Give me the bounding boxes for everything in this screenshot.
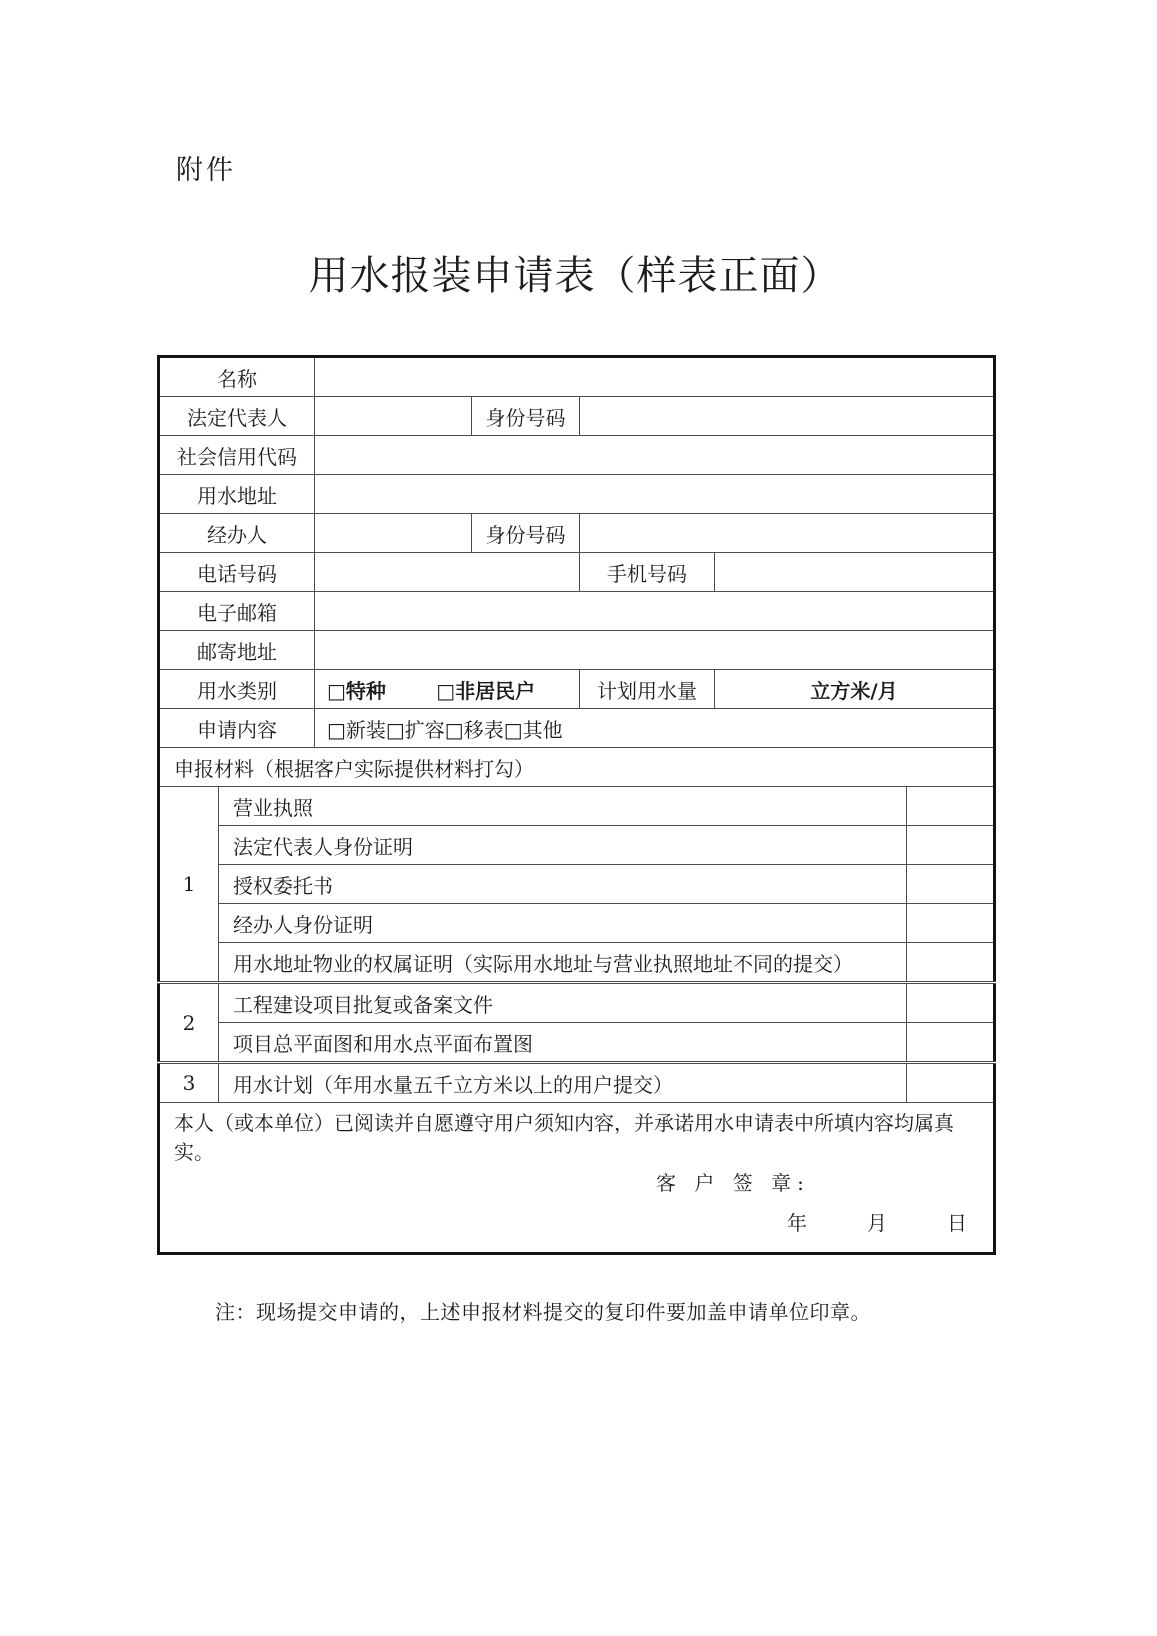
phone-value-cell xyxy=(315,553,580,592)
material-row xyxy=(159,826,995,865)
material-row xyxy=(159,983,995,1023)
customer-signature-label: 客 户 签 章: xyxy=(656,1171,810,1195)
credit-code-value-cell xyxy=(315,436,995,475)
declaration-cell xyxy=(159,1103,995,1254)
phone-label-cell: 电话号码 xyxy=(159,553,315,592)
handler-value-cell xyxy=(315,514,472,553)
date-month-label: 月 xyxy=(867,1211,888,1235)
material-group-number: 2 xyxy=(159,983,219,1063)
email-label-cell: 电子邮箱 xyxy=(159,592,315,631)
checkbox-option-nonresident: □非居民户 xyxy=(436,678,536,703)
row-water-category xyxy=(159,670,995,709)
row-mail-address xyxy=(159,631,995,670)
water-category-label-cell: 用水类别 xyxy=(159,670,315,709)
row-declaration xyxy=(159,1103,995,1254)
material-row xyxy=(159,1063,995,1103)
material-row xyxy=(159,943,995,983)
usage-unit-cell: 立方米/月 xyxy=(715,670,995,709)
id-number-label-cell-2: 身份号码 xyxy=(472,514,580,553)
checkbox-option-special: □特种 xyxy=(327,678,386,703)
row-credit-code xyxy=(159,436,995,475)
mobile-label-cell: 手机号码 xyxy=(580,553,715,592)
material-check-cell xyxy=(907,1023,995,1063)
row-email xyxy=(159,592,995,631)
date-year-label: 年 xyxy=(787,1211,808,1235)
material-item-label: 法定代表人身份证明 xyxy=(219,826,907,865)
planned-usage-label-cell: 计划用水量 xyxy=(580,670,715,709)
water-address-label-cell: 用水地址 xyxy=(159,475,315,514)
id-number-value-cell-2 xyxy=(580,514,995,553)
material-check-cell xyxy=(907,1063,995,1103)
date-day-label: 日 xyxy=(947,1211,968,1235)
material-group-number: 3 xyxy=(159,1063,219,1103)
material-check-cell xyxy=(907,943,995,983)
water-address-value-cell xyxy=(315,475,995,514)
material-item-label: 工程建设项目批复或备案文件 xyxy=(219,983,907,1023)
material-row xyxy=(159,787,995,826)
email-value-cell xyxy=(315,592,995,631)
legal-rep-label-cell: 法定代表人 xyxy=(159,397,315,436)
id-number-label-cell-1: 身份号码 xyxy=(472,397,580,436)
water-category-options-cell xyxy=(315,670,580,709)
handler-label-cell: 经办人 xyxy=(159,514,315,553)
material-item-label: 项目总平面图和用水点平面布置图 xyxy=(219,1023,907,1063)
row-materials-header xyxy=(159,748,995,787)
name-label-cell: 名称 xyxy=(159,357,315,397)
material-check-cell xyxy=(907,904,995,943)
material-group-number: 1 xyxy=(159,787,219,983)
row-handler xyxy=(159,514,995,553)
material-check-cell xyxy=(907,865,995,904)
material-row xyxy=(159,865,995,904)
material-item-label: 授权委托书 xyxy=(219,865,907,904)
material-item-label: 用水计划（年用水量五千立方米以上的用户提交） xyxy=(219,1063,907,1103)
material-check-cell xyxy=(907,826,995,865)
material-item-label: 营业执照 xyxy=(219,787,907,826)
page-title: 用水报装申请表（样表正面） xyxy=(308,253,842,299)
materials-header-cell: 申报材料（根据客户实际提供材料打勾） xyxy=(159,748,995,787)
row-water-address xyxy=(159,475,995,514)
application-content-label-cell: 申请内容 xyxy=(159,709,315,748)
mobile-value-cell xyxy=(715,553,995,592)
mail-address-label-cell: 邮寄地址 xyxy=(159,631,315,670)
row-application-content xyxy=(159,709,995,748)
credit-code-label-cell: 社会信用代码 xyxy=(159,436,315,475)
material-check-cell xyxy=(907,983,995,1023)
legal-rep-value-cell xyxy=(315,397,472,436)
row-name xyxy=(159,357,995,397)
name-value-cell xyxy=(315,357,995,397)
date-line xyxy=(174,1209,979,1237)
application-options-cell: □新装□扩容□移表□其他 xyxy=(315,709,995,748)
material-row xyxy=(159,904,995,943)
mail-address-value-cell xyxy=(315,631,995,670)
application-form-table xyxy=(157,355,996,1255)
row-phone xyxy=(159,553,995,592)
material-check-cell xyxy=(907,787,995,826)
material-row xyxy=(159,1023,995,1063)
declaration-text: 本人（或本单位）已阅读并自愿遵守用户须知内容，并承诺用水申请表中所填内容均属真实。 xyxy=(174,1111,954,1164)
material-item-label: 经办人身份证明 xyxy=(219,904,907,943)
footnote: 注：现场提交申请的，上述申报材料提交的复印件要加盖申请单位印章。 xyxy=(215,1300,871,1324)
attachment-label: 附件 xyxy=(176,155,236,186)
id-number-value-cell-1 xyxy=(580,397,995,436)
material-item-label: 用水地址物业的权属证明（实际用水地址与营业执照地址不同的提交） xyxy=(219,943,907,983)
row-legal-rep xyxy=(159,397,995,436)
